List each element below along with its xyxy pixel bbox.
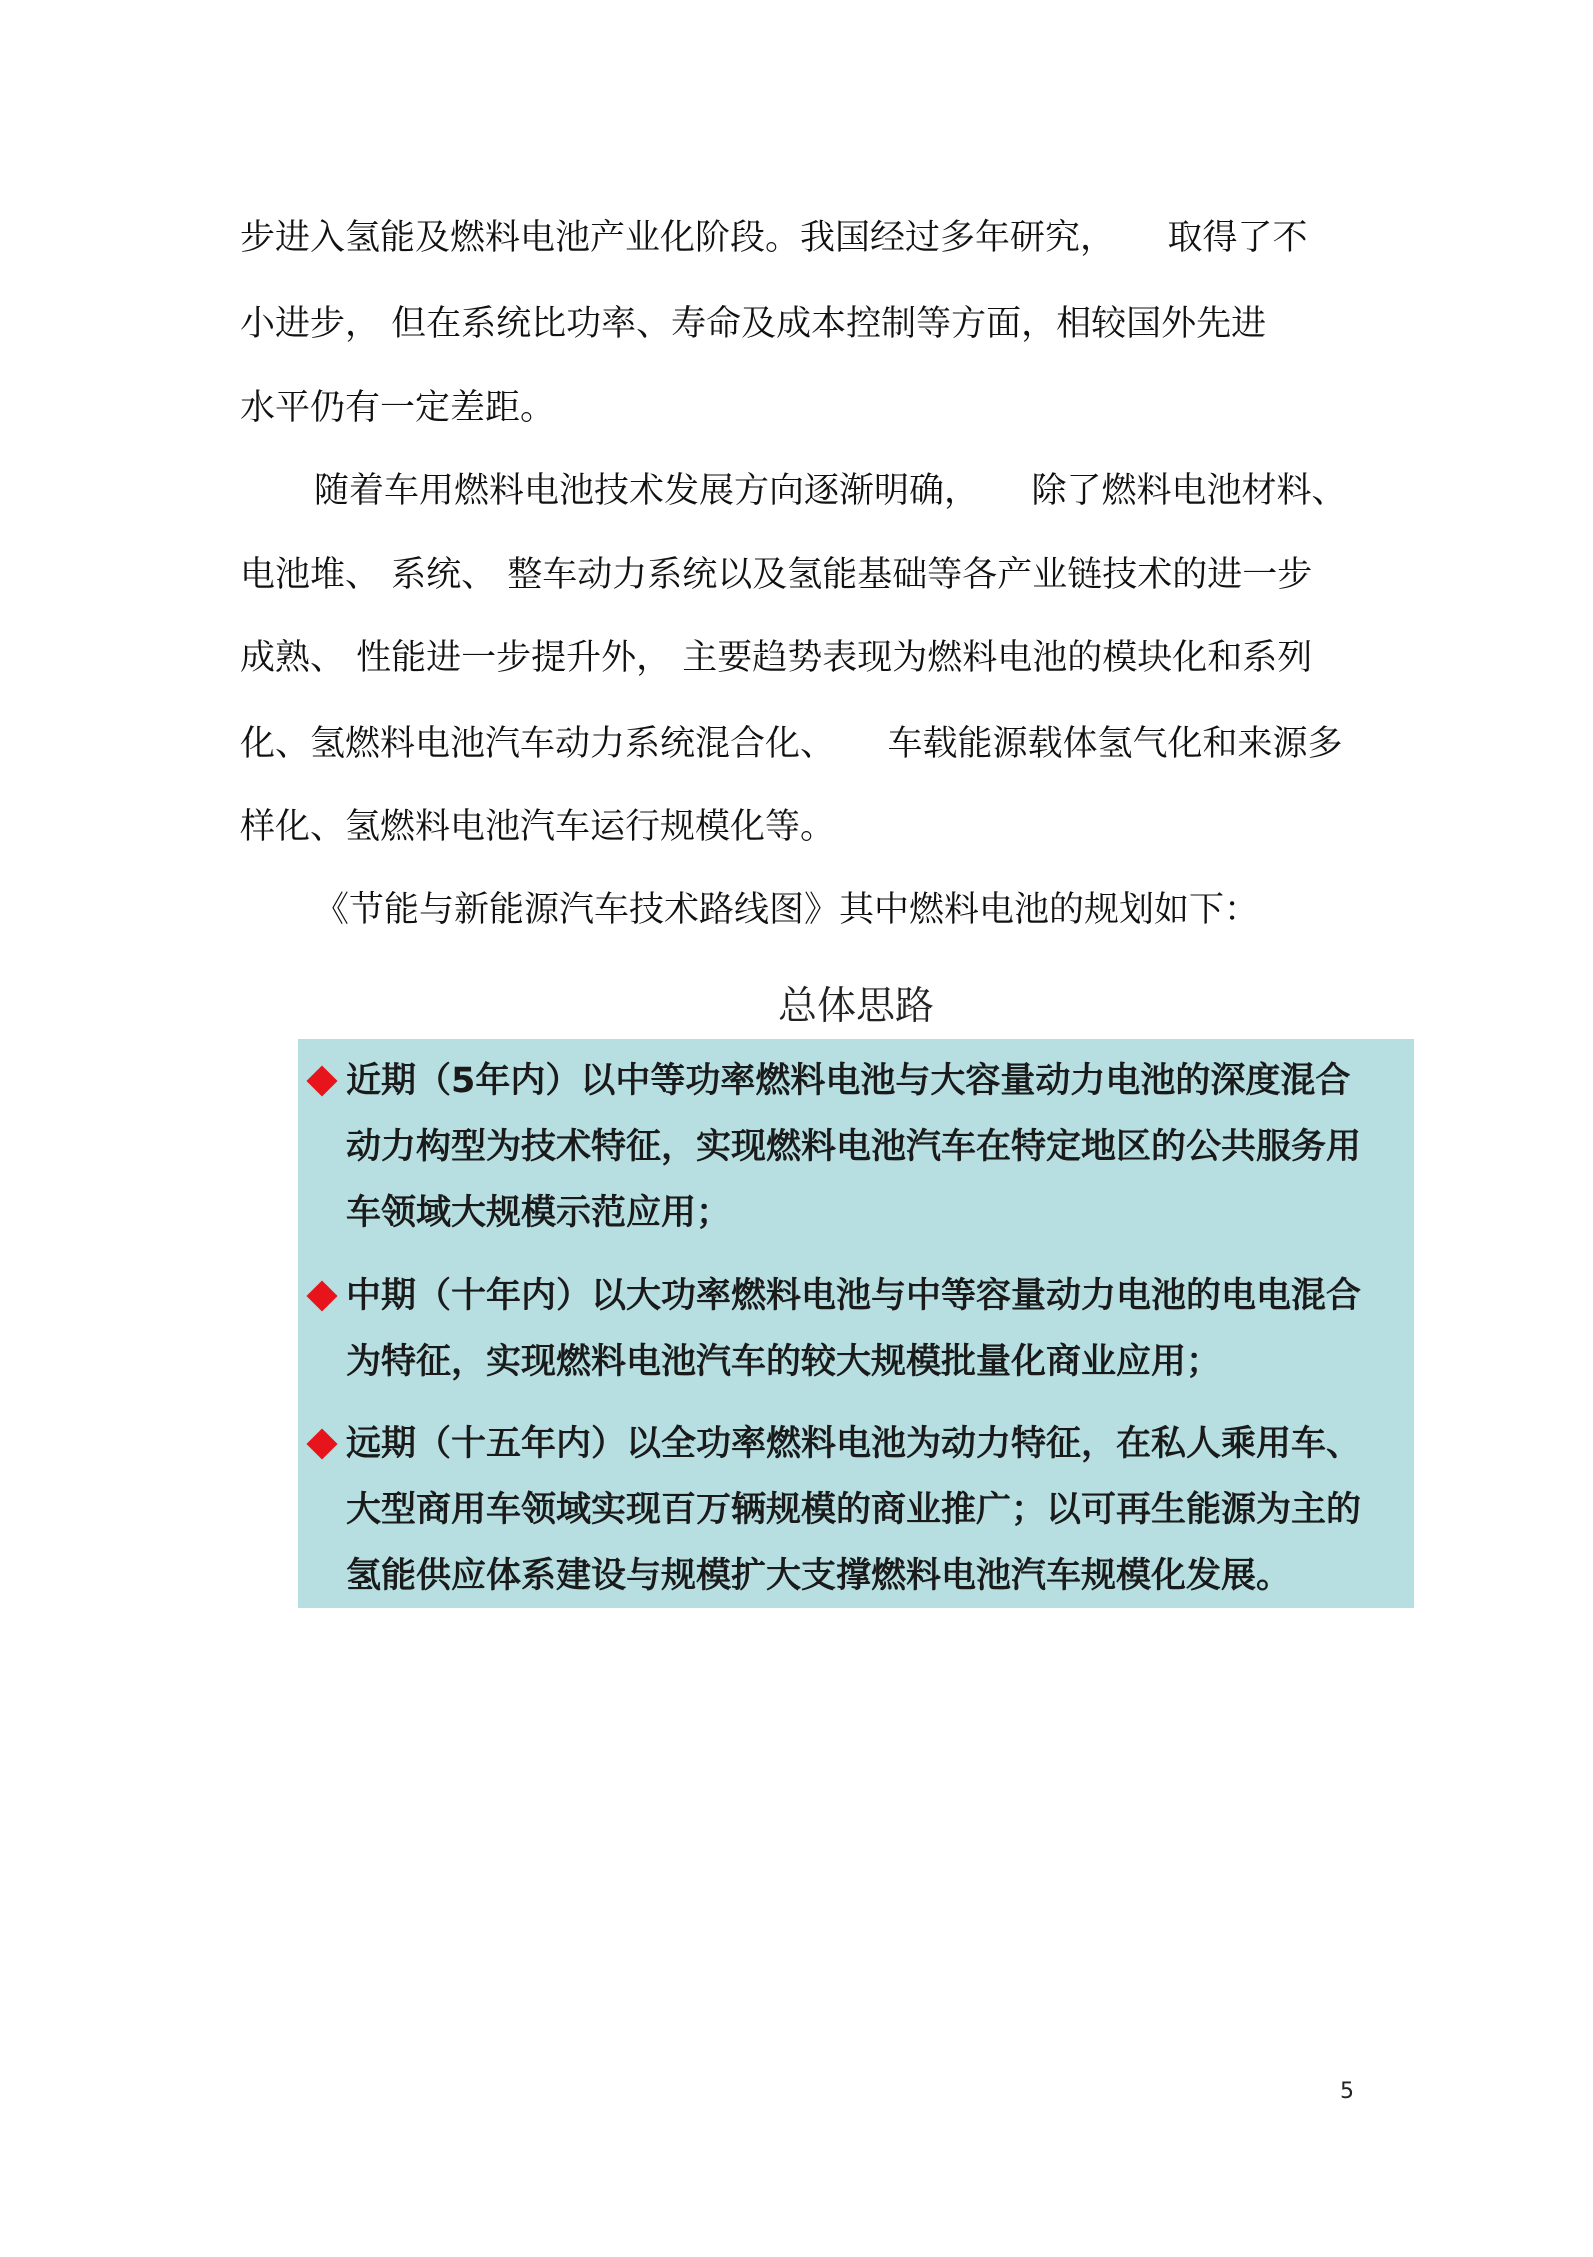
red-diamond-bullet-icon: [306, 1065, 337, 1096]
figure-bullet-line: 中期（十年内）以大功率燃料电池与中等容量动力电池的电电混合: [346, 1276, 1362, 1316]
figure-bullet-line: 氢能供应体系建设与规模扩大支撑燃料电池汽车规模化发展。: [346, 1556, 1292, 1596]
figure-bullet-line: 为特征，实现燃料电池汽车的较大规模批量化商业应用；: [346, 1342, 1222, 1382]
figure-bullet-line: 大型商用车领域实现百万辆规模的商业推广；以可再生能源为主的: [346, 1490, 1362, 1530]
body-text-line: 随着车用燃料电池技术发展方向逐渐明确， 除了燃料电池材料、: [314, 471, 1347, 511]
red-diamond-bullet-icon: [306, 1428, 337, 1459]
body-text-line: 小进步， 但在系统比功率、寿命及成本控制等方面，相较国外先进: [240, 304, 1267, 344]
body-text-line: 水平仍有一定差距。: [240, 388, 556, 428]
red-diamond-bullet-icon: [306, 1280, 337, 1311]
page-number: 5: [1340, 2079, 1354, 2104]
figure-bullet-line: 近期（5年内）以中等功率燃料电池与大容量动力电池的深度混合: [346, 1061, 1351, 1101]
body-text-line: 成熟、 性能进一步提升外， 主要趋势表现为燃料电池的模块化和系列: [240, 638, 1313, 678]
figure-bullet-line: 车领域大规模示范应用；: [346, 1193, 732, 1233]
figure-bullet-line: 远期（十五年内）以全功率燃料电池为动力特征，在私人乘用车、: [346, 1424, 1362, 1464]
body-text-line: 化、氢燃料电池汽车动力系统混合化、 车载能源载体氢气化和来源多: [240, 724, 1343, 764]
figure-bullet-line: 动力构型为技术特征，实现燃料电池汽车在特定地区的公共服务用: [346, 1127, 1362, 1167]
body-text-line: 步进入氢能及燃料电池产业化阶段。我国经过多年研究， 取得了不: [240, 218, 1308, 258]
body-text-line: 样化、氢燃料电池汽车运行规模化等。: [240, 807, 836, 847]
body-text-line: 《节能与新能源汽车技术路线图》其中燃料电池的规划如下：: [314, 890, 1260, 930]
roadmap-figure: [298, 958, 1414, 1608]
figure-title: 总体思路: [777, 984, 934, 1029]
body-text-line: 电池堆、 系统、 整车动力系统以及氢能基础等各产业链技术的进一步: [240, 555, 1313, 595]
figure-content-box: [298, 1039, 1414, 1608]
